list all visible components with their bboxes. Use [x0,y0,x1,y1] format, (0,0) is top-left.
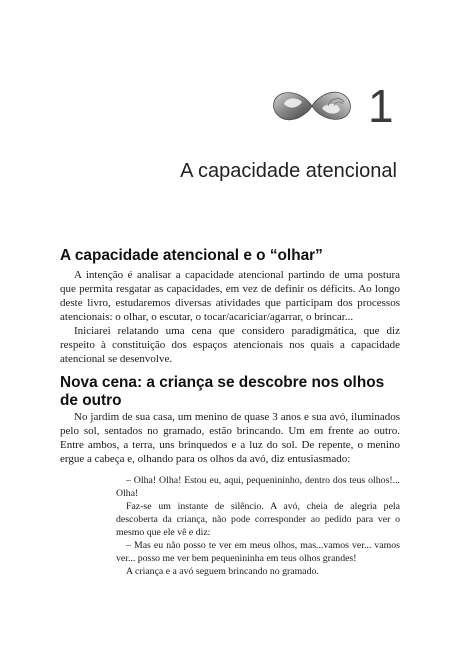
dialogue-line: Faz-se um instante de silêncio. A avó, cheia de alegria pela descoberta da criança, não pode corresponder ao pedido para ver o mesmo que ele vê e diz: [116,501,400,538]
chapter-number: 1 [368,80,394,132]
section-heading: A capacidade atencional e o “olhar” [60,247,323,264]
dialogue-line: – Olha! Olha! Estou eu, aqui, pequenininho, dentro dos teus olhos!... Olha! [116,475,400,499]
paragraph: No jardim de sua casa, um menino de quase 3 anos e sua avó, iluminados pelo sol, sentados no gramado, estão brincando. Um em frente ao outro. Entre ambos, a terra, uns brinquedos e a luz do sol. De repente, o menino ergue a cabeça e, olhando para os olhos da avó, diz entusiasmado: [60,411,400,465]
paragraph: A intenção é analisar a capacidade atencional partindo de uma postura que permita resgatar as capacidades, em vez de definir os déficits. Ao longo deste livro, estudaremos diversas atividades que participam dos processos atencionais: o olhar, o escutar, o tocar/acariciar/agarrar, o brincar... [60,269,400,323]
infinity-ribbon-icon [268,84,356,128]
section-heading: Nova cena: a criança se descobre nos olhos de outro [60,374,385,409]
dialogue-line: – Mas eu não posso te ver em meus olhos, mas...vamos ver... vamos ver... posso me ver bem pequenininha em teus olhos grandes! [116,540,400,564]
paragraph: Iniciarei relatando uma cena que considero paradigmática, que diz respeito à constituição dos espaços atencionais nos quais a capacidade atencional se desenvolve. [60,325,400,365]
chapter-title: A capacidade atencional [180,160,397,182]
dialogue-line: A criança e a avó seguem brincando no gramado. [126,566,319,577]
